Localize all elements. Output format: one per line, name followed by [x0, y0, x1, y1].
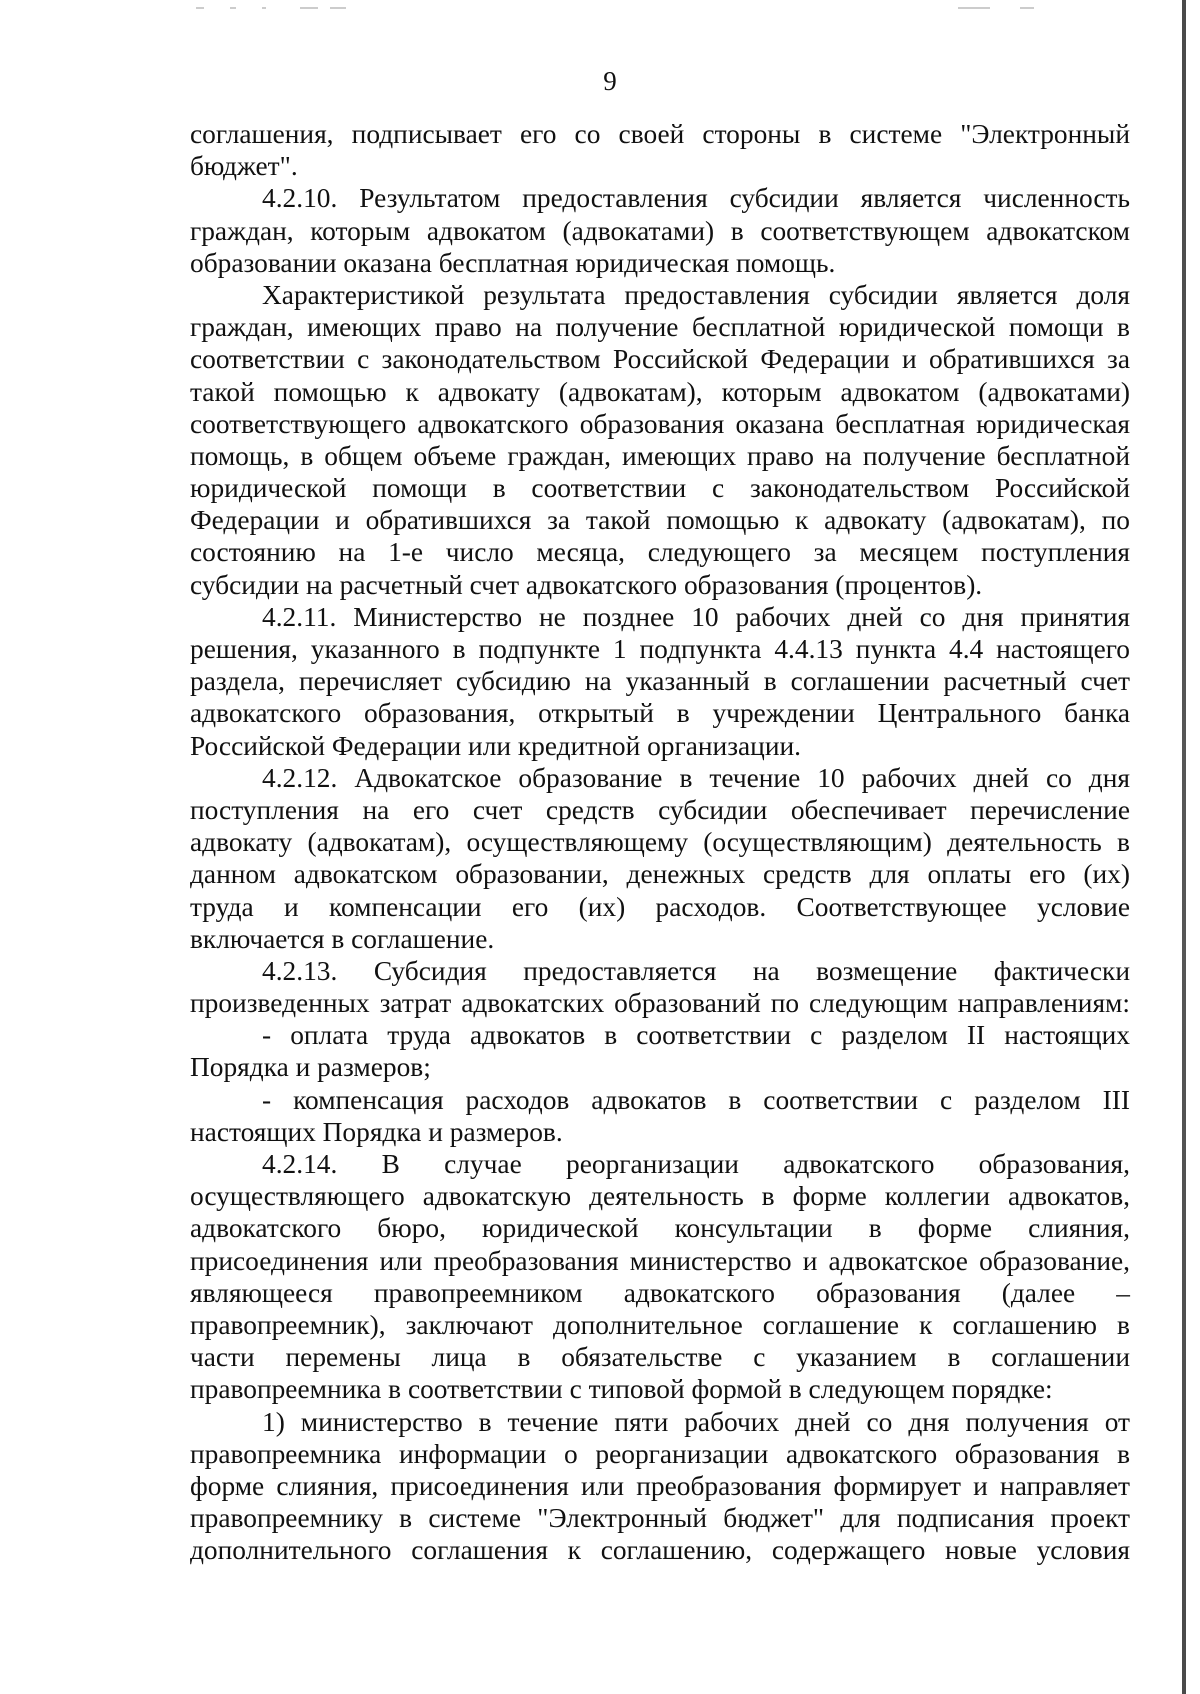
- text-line: такой помощью к адвокату (адвокатам), которым адвокатом (адвокатами): [190, 376, 1130, 407]
- text-line: произведенных затрат адвокатских образований по следующим направлениям:: [190, 988, 1130, 1019]
- text-line: образовании оказана бесплатная юридическая помощь.: [190, 247, 836, 278]
- text-line: являющееся правопреемником адвокатского образования (далее –: [190, 1277, 1130, 1308]
- text-line: соответствующего адвокатского образования оказана бесплатная юридическая: [190, 408, 1130, 439]
- text-line: адвокату (адвокатам), осуществляющему (осуществляющим) деятельность в: [190, 827, 1130, 858]
- text-line: 1) министерство в течение пяти рабочих дней со дня получения от: [262, 1406, 1130, 1437]
- text-line: соответствии с законодательством Российской Федерации и обратившихся за: [190, 344, 1130, 375]
- text-line: форме слияния, присоединения или преобразования формирует и направляет: [190, 1470, 1130, 1501]
- text-line: раздела, перечисляет субсидию на указанный в соглашении расчетный счет: [190, 666, 1130, 697]
- text-line: данном адвокатском образовании, денежных средств для оплаты его (их): [190, 859, 1130, 890]
- text-line: адвокатского образования, открытый в учреждении Центрального банка: [190, 698, 1130, 729]
- text-line: присоединения или преобразования министерство и адвокатское образование,: [190, 1245, 1130, 1276]
- text-line: соглашения, подписывает его со своей стороны в системе "Электронный: [190, 119, 1130, 149]
- text-line: 4.2.10. Результатом предоставления субсидии является численность: [262, 183, 1130, 214]
- text-line: труда и компенсации его (их) расходов. Соответствующее условие: [190, 891, 1130, 922]
- text-line: субсидии на расчетный счет адвокатского образования (процентов).: [190, 569, 983, 600]
- text-line: поступления на его счет средств субсидии обеспечивает перечисление: [190, 794, 1130, 825]
- scan-top-marks: [0, 0, 1200, 8]
- text-line: 4.2.14. В случае реорганизации адвокатского образования,: [262, 1149, 1130, 1179]
- text-line: Характеристикой результата предоставления субсидии является доля: [262, 279, 1130, 310]
- text-line: настоящих Порядка и размеров.: [190, 1116, 563, 1147]
- text-line: включается в соглашение.: [190, 923, 495, 954]
- text-line: правопреемник), заключают дополнительное соглашение к соглашению в: [190, 1309, 1130, 1340]
- text-line: - компенсация расходов адвокатов в соответствии с разделом III: [262, 1084, 1130, 1115]
- text-line: юридической помощи в соответствии с законодательством Российской: [190, 473, 1130, 504]
- text-line: правопреемника в соответствии с типовой формой в следующем порядке:: [190, 1374, 1053, 1405]
- text-line: 4.2.11. Министерство не позднее 10 рабочих дней со дня принятия: [262, 601, 1130, 632]
- text-line: решения, указанного в подпункте 1 подпункта 4.4.13 пункта 4.4 настоящего: [190, 634, 1130, 664]
- text-line: правопреемнику в системе "Электронный бюджет" для подписания проект: [190, 1503, 1130, 1534]
- text-line: граждан, которым адвокатом (адвокатами) в соответствующем адвокатском: [190, 215, 1130, 246]
- text-line: Порядка и размеров;: [190, 1052, 431, 1083]
- text-line: - оплата труда адвокатов в соответствии с разделом II настоящих: [262, 1020, 1130, 1051]
- text-line: Российской Федерации или кредитной организации.: [190, 730, 801, 761]
- text-line: правопреемника информации о реорганизации адвокатского образования в: [190, 1438, 1130, 1469]
- text-line: адвокатского бюро, юридической консультации в форме слияния,: [190, 1213, 1130, 1244]
- scan-right-edge-line: [1182, 0, 1186, 1694]
- text-line: бюджет".: [190, 151, 298, 182]
- document-body: [190, 118, 1130, 1566]
- text-line: состоянию на 1-е число месяца, следующего за месяцем поступления: [190, 537, 1130, 568]
- text-line: 4.2.12. Адвокатское образование в течение 10 рабочих дней со дня: [262, 762, 1130, 793]
- text-line: 4.2.13. Субсидия предоставляется на возмещение фактически: [262, 955, 1130, 986]
- page-number: 9: [603, 66, 617, 96]
- text-line: помощь, в общем объеме граждан, имеющих право на получение бесплатной: [190, 440, 1130, 471]
- text-line: осуществляющего адвокатскую деятельность в форме коллегии адвокатов,: [190, 1181, 1130, 1212]
- text-line: Федерации и обратившихся за такой помощью к адвокату (адвокатам), по: [190, 505, 1130, 536]
- text-line: граждан, имеющих право на получение бесплатной юридической помощи в: [190, 312, 1130, 343]
- text-line: части перемены лица в обязательстве с указанием в соглашении: [190, 1342, 1130, 1373]
- text-line: дополнительного соглашения к соглашению, содержащего новые условия: [190, 1535, 1130, 1566]
